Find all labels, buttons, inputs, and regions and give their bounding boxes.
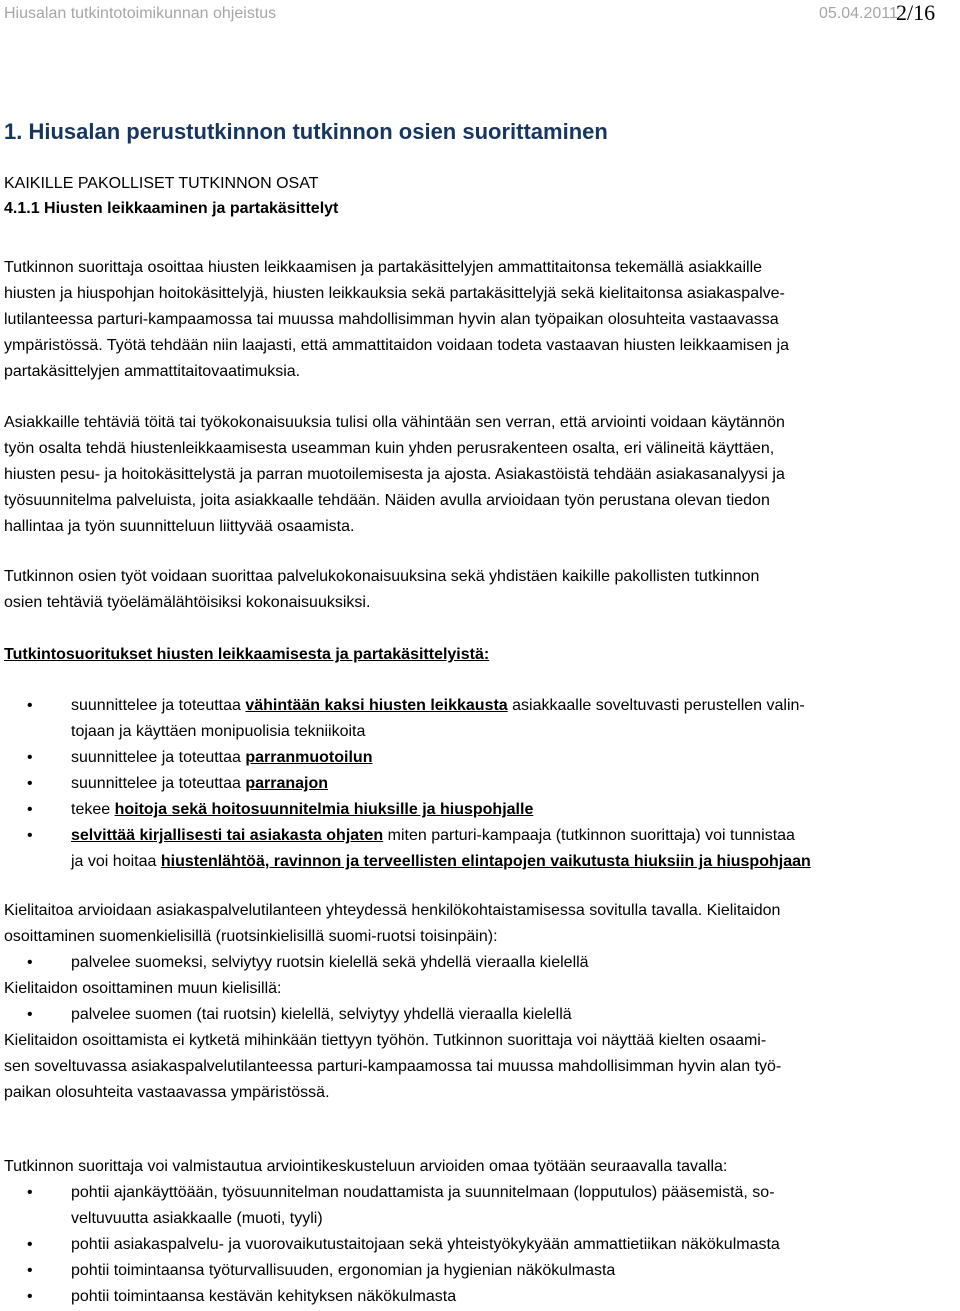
bullet-icon: • [27, 1262, 33, 1279]
text-line: Tutkinnon suorittaja voi valmistautua arviointikeskusteluun arvioiden omaa työtään seuraavalla tavalla: [4, 1158, 728, 1175]
text-line: Kielitaidon osoittamista ei kytketä mihinkään tiettyyn työhön. Tutkinnon suorittaja voi näyttää kielten osaami- [4, 1032, 767, 1049]
performance-heading: Tutkintosuoritukset hiusten leikkaamisesta ja partakäsittelyistä: [4, 646, 490, 663]
text-line: hiusten pesu- ja hoitokäsittelystä ja parran muotoilemisesta ja ajosta. Asiakastöistä tehdään asiakasanalyysi ja [4, 466, 785, 483]
list-text: pohtii ajankäyttöään, työsuunnitelman noudattamista ja suunnitelmaan (lopputulos) pääsemistä, so- [71, 1184, 775, 1201]
text-line: Kielitaitoa arvioidaan asiakaspalvelutilanteen yhteydessä henkilökohtaistamisessa sovitulla tavalla. Kielitaidon [4, 902, 781, 919]
list-text: ja voi hoitaa [71, 853, 161, 870]
bullet-icon: • [27, 697, 33, 714]
text-line: työn osalta tehdä hiustenleikkaamisesta useamman kuin yhden perusrakenteen osalta, eri välineitä käyttäen, [4, 440, 775, 457]
page-header [0, 2, 952, 28]
list-text: palvelee suomen (tai ruotsin) kielellä, selviytyy yhdellä vieraalla kielellä [71, 1006, 572, 1023]
list-text: veltuvuutta asiakkaalle (muoti, tyyli) [71, 1210, 323, 1227]
text-line: hiusten ja hiuspohjan hoitokäsittelyjä, hiusten leikkauksia sekä partakäsittelyjä sekä kielitaitonsa asiakaspalve- [4, 285, 785, 302]
list-text: miten parturi-kampaaja (tutkinnon suorittaja) voi tunnistaa [383, 827, 795, 844]
bullet-icon: • [27, 1006, 33, 1023]
list-item [4, 950, 956, 976]
bullet-icon: • [27, 801, 33, 818]
list-item [4, 1180, 956, 1206]
list-text: suunnittelee ja toteuttaa [71, 749, 246, 766]
list-item [4, 797, 956, 823]
list-text: tojaan ja käyttäen monipuolisia tekniikoita [71, 723, 366, 740]
bullet-icon: • [27, 749, 33, 766]
tasks-paragraph [4, 410, 956, 540]
list-emphasis: parranajon [245, 775, 329, 792]
text-line: hallintaa ja työn suunnitteluun liittyvää osaamista. [4, 518, 355, 535]
list-item [4, 745, 956, 771]
list-item-continuation [4, 719, 956, 745]
list-item [4, 1232, 956, 1258]
list-text: suunnittelee ja toteuttaa [71, 775, 246, 792]
text-line: Kielitaidon osoittaminen muun kielisillä: [4, 980, 282, 997]
list-text: tekee [71, 801, 115, 818]
text-line: osoittaminen suomenkielisillä (ruotsinkielisillä suomi-ruotsi toisinpäin): [4, 928, 498, 945]
list-emphasis: hoitoja sekä hoitosuunnitelmia hiuksille ja hiuspohjalle [114, 801, 534, 818]
text-line: paikan olosuhteita vastaavassa ympäristössä. [4, 1084, 330, 1101]
list-text: pohtii toimintaansa työturvallisuuden, ergonomian ja hygienian näkökulmasta [71, 1262, 616, 1279]
section-subtitle: KAIKILLE PAKOLLISET TUTKINNON OSAT [4, 175, 319, 192]
text-line: Tutkinnon suorittaja osoittaa hiusten leikkaamisen ja partakäsittelyjen ammattitaitonsa tekemällä asiakkaille [4, 259, 763, 276]
header-date: 05.04.2011 [819, 5, 898, 22]
list-text: pohtii toimintaansa kestävän kehityksen näkökulmasta [71, 1288, 457, 1305]
text-line: ympäristössä. Työtä tehdään niin laajasti, että ammattitaidon voidaan todeta vastaavan hiusten leikkaamisen ja [4, 337, 790, 354]
language-note [4, 1028, 956, 1106]
bullet-icon: • [27, 1288, 33, 1305]
text-line: partakäsittelyjen ammattitaitovaatimuksia. [4, 363, 301, 380]
list-item [4, 771, 956, 797]
language-list-1 [4, 950, 956, 976]
text-line: osien tehtäviä työelämälähtöisiksi kokonaisuuksiksi. [4, 594, 371, 611]
list-emphasis: hiustenlähtöä, ravinnon ja terveellisten elintapojen vaikutusta hiuksiin ja hiuspohjaan [160, 853, 811, 870]
bullet-icon: • [27, 1184, 33, 1201]
evaluation-intro [4, 1154, 956, 1180]
text-line: lutilanteessa parturi-kampaamossa tai muussa mahdollisimman hyvin alan työpaikan olosuhteita vastaavassa [4, 311, 779, 328]
text-line: Asiakkaille tehtäviä töitä tai työkokonaisuuksia tulisi olla vähintään sen verran, että arviointi voidaan käytännön [4, 414, 785, 431]
list-item [4, 823, 956, 849]
language-list-2 [4, 1002, 956, 1028]
list-emphasis: parranmuotoilun [245, 749, 373, 766]
bullet-icon: • [27, 775, 33, 792]
list-item [4, 693, 956, 719]
bullet-icon: • [27, 827, 33, 844]
list-emphasis: vähintään kaksi hiusten leikkausta [245, 697, 508, 714]
evaluation-list [4, 1180, 956, 1310]
performance-list [4, 693, 956, 875]
list-item [4, 1002, 956, 1028]
list-item-continuation [4, 1206, 956, 1232]
list-item [4, 1258, 956, 1284]
intro-paragraph [4, 255, 956, 385]
text-line: työsuunnitelma palveluista, joita asiakkaalle tehdään. Näiden avulla arvioidaan työn perustana olevan tiedon [4, 492, 770, 509]
list-text: palvelee suomeksi, selviytyy ruotsin kielellä sekä yhdellä vieraalla kielellä [71, 954, 589, 971]
language-other [4, 976, 956, 1002]
list-text: asiakkaalle soveltuvasti perustellen valin- [507, 697, 805, 714]
header-org: Hiusalan tutkintotoimikunnan ohjeistus [4, 5, 277, 22]
text-line: sen soveltuvassa asiakaspalvelutilanteessa parturi-kampaamossa tai muussa mahdollisimman hyvin alan työ- [4, 1058, 782, 1075]
bullet-icon: • [27, 1236, 33, 1253]
bullet-icon: • [27, 954, 33, 971]
language-paragraph [4, 898, 956, 950]
combination-paragraph [4, 564, 956, 616]
list-item [4, 1284, 956, 1310]
subsection-title: 4.1.1 Hiusten leikkaaminen ja partakäsittelyt [4, 200, 339, 217]
list-text: suunnittelee ja toteuttaa [71, 697, 246, 714]
section-title: 1. Hiusalan perustutkinnon tutkinnon osien suorittaminen [4, 119, 608, 144]
list-text: pohtii asiakaspalvelu- ja vuorovaikutustaitojaan sekä yhteistyökykyään ammattietiikan näkökulmasta [71, 1236, 780, 1253]
list-emphasis: selvittää kirjallisesti tai asiakasta ohjaten [71, 827, 384, 844]
page-number: 2/16 [896, 0, 936, 25]
text-line: Tutkinnon osien työt voidaan suorittaa palvelukokonaisuuksina sekä yhdistäen kaikille pakollisten tutkinnon [4, 568, 760, 585]
list-item-continuation [4, 849, 956, 875]
